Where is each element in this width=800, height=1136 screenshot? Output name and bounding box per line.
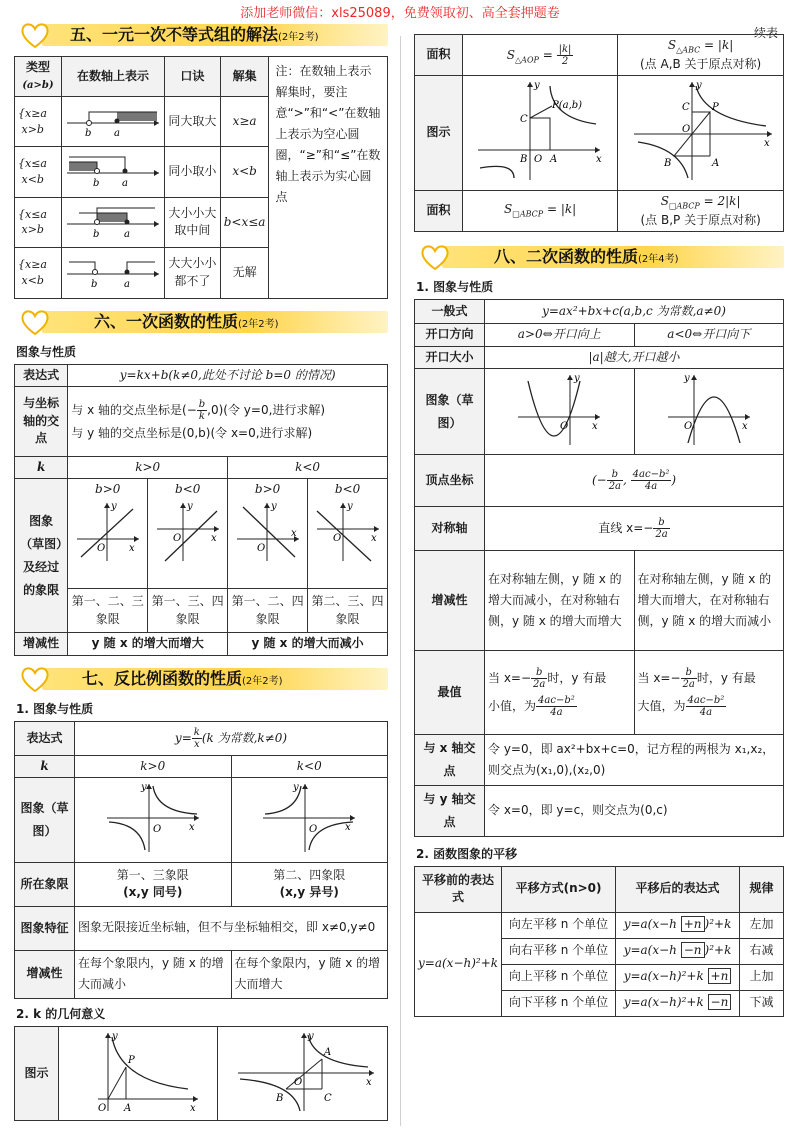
type-header: 类型 (a>b) — [15, 57, 62, 97]
svg-text:P(a,b): P(a,b) — [552, 100, 583, 112]
section-5-tag: (2年2考) — [278, 32, 319, 43]
inequality-table — [14, 56, 388, 299]
svg-text:O: O — [96, 542, 105, 554]
parabola-down — [664, 371, 754, 447]
k-negative: k<0 — [228, 456, 388, 478]
svg-text:y: y — [695, 80, 702, 92]
line-graph-1 — [73, 499, 143, 563]
svg-text:A: A — [124, 1102, 132, 1113]
section-5-heading: 五、一元一次不等式组的解法 — [70, 25, 279, 44]
svg-text:y: y — [346, 500, 353, 512]
section-6-heading: 六、一次函数的性质 — [94, 311, 239, 331]
svg-text:a: a — [123, 279, 130, 291]
intercept-label: 与坐标轴的交点 — [15, 386, 68, 456]
shift-law: 右减 — [740, 938, 784, 964]
open-neg: a<0⇔开口向下 — [634, 324, 784, 346]
area-abc: $S_{\triangle ABC} = |k|$ (点 A,B 关于原点对称) — [618, 35, 784, 76]
quad-neg-sign: (x,y 异号) — [279, 885, 339, 900]
svg-text:O: O — [152, 824, 161, 836]
k-label: k — [15, 456, 68, 478]
shift-table — [414, 866, 784, 1017]
column-divider — [400, 36, 401, 1126]
solution-cell: 无解 — [220, 248, 269, 298]
solution-header: 解集 — [220, 57, 269, 97]
area-rect: $S_{□ABCP} = |k|$ — [463, 190, 618, 231]
svg-text:b: b — [92, 178, 100, 190]
watermark-text: 添加老师微信：xls25089，免费领取初、高全套押题卷 — [240, 6, 560, 21]
svg-text:b: b — [84, 128, 92, 139]
hyperbola-positive — [103, 780, 203, 854]
svg-text:x: x — [188, 822, 195, 834]
table-row: {x≤a x>b b a 大小小大取中间 b<x≤a — [15, 197, 388, 247]
svg-text:a: a — [121, 178, 128, 190]
svg-text:P: P — [711, 102, 719, 114]
svg-text:y: y — [110, 500, 117, 512]
xint-text: 令 y=0，即 ax²+bx+c=0，记方程的两根为 x₁,x₂，则交点为(x₁,0),(x₂,0) — [485, 735, 784, 786]
mono-label: 增减性 — [415, 551, 485, 651]
shift-after: y=a(x−h)²+k +n — [616, 964, 740, 990]
parabola-up — [514, 371, 604, 447]
svg-text:O: O — [256, 542, 265, 554]
mono-neg: 在每个象限内，y 随 x 的增大而增大 — [231, 950, 388, 998]
shift-law: 下减 — [740, 990, 784, 1016]
shift-way: 向下平移 n 个单位 — [502, 990, 616, 1016]
k-positive: k>0 — [75, 755, 232, 777]
mono-label: 增减性 — [15, 950, 75, 998]
heart-icon — [20, 21, 50, 49]
law-header: 规律 — [740, 866, 784, 912]
hyperbola-negative — [259, 780, 359, 854]
svg-text:O: O — [293, 1076, 302, 1088]
svg-text:B: B — [520, 154, 528, 166]
area-para: $S_{□ABCP} = 2|k|$ (点 B,P 关于原点对称) — [618, 190, 784, 231]
number-line-2 — [65, 149, 161, 189]
shift-after: y=a(x−h)²+k −n — [616, 990, 740, 1016]
k-fig-aop — [68, 1029, 208, 1113]
solution-cell: b<x≤a — [220, 197, 269, 247]
solution-cell: x<b — [220, 147, 269, 197]
svg-text:y: y — [683, 372, 690, 384]
axis-value: 直线 x=− $\frac{b}{2a}$ — [485, 507, 784, 551]
inequality-note: 注：在数轴上表示解集时，要注意“>”和“<”在数轴上表示为空心圆圈，“≥”和“≤”在数轴上表示为实心圆点 — [269, 57, 388, 299]
quadrant-cell: 第一、三、四象限 — [148, 589, 228, 633]
rule-cell: 大小小大取中间 — [164, 197, 220, 247]
svg-text:P: P — [128, 1054, 135, 1066]
area-aop: $S_{\triangle AOP}$ = $\frac{|k|}{2}$ — [463, 35, 618, 76]
mono-pos: y 随 x 的增大而增大 — [68, 633, 228, 655]
open-label: 开口方向 — [415, 324, 485, 346]
number-line-4 — [65, 250, 161, 290]
xint-label: 与 x 轴交点 — [415, 735, 485, 786]
shift-after: y=a(x−h +n )²+k — [616, 912, 740, 938]
section-6-tag: (2年2考) — [238, 318, 279, 330]
heart-icon — [20, 665, 50, 693]
section-7-subhead: 1. 图象与性质 — [16, 701, 94, 716]
general-label: 一般式 — [415, 300, 485, 324]
k-fig-rect — [470, 78, 610, 182]
k-meaning-subhead: 2. k 的几何意义 — [16, 1006, 106, 1021]
svg-text:O: O — [332, 532, 341, 544]
svg-text:x: x — [370, 532, 377, 544]
area-label: 面积 — [415, 190, 463, 231]
svg-text:O: O — [683, 420, 692, 432]
svg-text:B: B — [275, 1092, 283, 1104]
svg-text:y: y — [293, 782, 299, 794]
svg-text:y: y — [186, 500, 193, 512]
quad-pos-sign: (x,y 同号) — [123, 885, 183, 900]
svg-text:B: B — [663, 158, 671, 170]
svg-text:b: b — [90, 279, 98, 291]
quadrant-cell: 第一、二、三象限 — [68, 589, 148, 633]
svg-text:a: a — [113, 128, 120, 139]
feature-label: 图象特征 — [15, 906, 75, 950]
fig-label: 图示 — [15, 1026, 59, 1120]
mono-neg: 在对称轴左侧，y 随 x 的增大而增大，在对称轴右侧，y 随 x 的增大而减小 — [634, 551, 784, 651]
fig-label: 图示 — [415, 76, 463, 190]
quadrant-cell: 第二、三、四象限 — [308, 589, 388, 633]
k-negative: k<0 — [231, 755, 388, 777]
quadratic-table — [414, 299, 784, 836]
mono-pos: 在对称轴左侧，y 随 x 的增大而减小，在对称轴右侧，y 随 x 的增大而增大 — [485, 551, 635, 651]
svg-text:O: O — [534, 154, 543, 166]
rule-cell: 同小取小 — [164, 147, 220, 197]
svg-text:x: x — [128, 542, 135, 554]
svg-text:A: A — [323, 1046, 331, 1058]
right-column — [414, 34, 784, 1017]
shift-law: 上加 — [740, 964, 784, 990]
section-8-subhead: 1. 图象与性质 — [416, 280, 494, 295]
svg-text:O: O — [98, 1102, 107, 1113]
axis-header: 在数轴上表示 — [61, 57, 164, 97]
mono-pos: 在每个象限内，y 随 x 的增大而减小 — [75, 950, 232, 998]
svg-text:x: x — [592, 420, 598, 432]
svg-text:O: O — [681, 124, 690, 136]
section-7-title — [14, 664, 388, 694]
svg-text:y: y — [140, 782, 147, 794]
area-label: 面积 — [415, 35, 463, 76]
svg-text:x: x — [763, 138, 770, 150]
vertex-value: (− $\frac{b}{2a}$ , $\frac{\text{4ac−b²}}{4a}$ ) — [485, 455, 784, 507]
continued-label: 续表 — [753, 26, 778, 40]
inverse-function-table — [14, 721, 388, 999]
section-8-heading: 八、二次函数的性质 — [494, 247, 639, 267]
inverse-expr: y= $\frac{k}{x}$ (k 为常数,k≠0) — [75, 721, 388, 755]
line-graph-3 — [233, 499, 303, 563]
extreme-min: 当 x=− $\frac{b}{2a}$ 时，y 有最 小值，为 $\frac{\text{4ac−b²}}{4a}$ — [485, 651, 635, 735]
svg-text:y: y — [112, 1030, 118, 1042]
section-5-title — [14, 20, 388, 50]
shift-way: 向左平移 n 个单位 — [502, 912, 616, 938]
k-meaning-table — [14, 1026, 388, 1121]
extreme-label: 最值 — [415, 651, 485, 735]
heart-icon — [20, 308, 50, 336]
svg-text:C: C — [681, 102, 690, 114]
svg-text:x: x — [290, 527, 297, 539]
shift-after: y=a(x−h −n )²+k — [616, 938, 740, 964]
vertex-label: 顶点坐标 — [415, 455, 485, 507]
quad-label: 所在象限 — [15, 862, 75, 906]
svg-text:A: A — [550, 154, 558, 166]
svg-text:O: O — [172, 532, 181, 544]
svg-text:C: C — [520, 114, 528, 126]
section-8-title — [414, 242, 784, 272]
open-pos: a>0⇔开口向上 — [485, 324, 635, 346]
svg-text:y: y — [574, 372, 580, 384]
svg-text:O: O — [560, 420, 569, 432]
svg-text:y: y — [307, 1030, 314, 1042]
size-label: 开口大小 — [415, 346, 485, 368]
yint-text: 令 x=0，即 y=c，则交点为(0,c) — [485, 785, 784, 836]
rule-header: 口诀 — [164, 57, 220, 97]
line-graph-2 — [153, 499, 223, 563]
mono-neg: y 随 x 的增大而减小 — [228, 633, 388, 655]
section-8-tag: (2年4考) — [638, 254, 679, 266]
rule-cell: 同大取大 — [164, 97, 220, 147]
expr-label: 表达式 — [15, 364, 68, 386]
shift-before: y=a(x−h)²+k — [415, 912, 502, 1016]
linear-expr: y=kx+b(k≠0,此处不讨论 b=0 的情况) — [68, 364, 388, 386]
rule-cell: 大大小小都不了 — [164, 248, 220, 298]
solution-cell: x≥a — [220, 97, 269, 147]
general-form: y=ax²+bx+c(a,b,c 为常数,a≠0) — [485, 300, 784, 324]
way-header: 平移方式(n>0) — [502, 866, 616, 912]
feature-text: 图象无限接近坐标轴，但不与坐标轴相交，即 x≠0,y≠0 — [75, 906, 388, 950]
svg-text:x: x — [345, 822, 351, 834]
quad-pos: 第一、三象限 — [116, 867, 189, 882]
table-row: {x≥a x>b b a 同大取大 x≥a — [15, 97, 388, 147]
svg-text:x: x — [190, 1102, 196, 1113]
b-case: b>0 — [95, 482, 121, 497]
k-positive: k>0 — [68, 456, 228, 478]
quad-neg: 第二、四象限 — [273, 867, 346, 882]
axis-label: 对称轴 — [415, 507, 485, 551]
k-label: k — [15, 755, 75, 777]
svg-text:a: a — [123, 228, 130, 240]
b-case: b>0 — [254, 482, 281, 497]
graph-label: 图象（草图）及经过的象限 — [15, 479, 68, 633]
k-fig-para — [626, 78, 776, 182]
svg-text:x: x — [365, 1076, 372, 1088]
quadrant-cell: 第一、二、四象限 — [228, 589, 308, 633]
b-case: b<0 — [174, 482, 201, 497]
svg-text:y: y — [270, 500, 277, 512]
extreme-max: 当 x=− $\frac{b}{2a}$ 时，y 有最 大值，为 $\frac{\text{4ac−b²}}{4a}$ — [634, 651, 784, 735]
yint-label: 与 y 轴交点 — [415, 785, 485, 836]
after-header: 平移后的表达式 — [616, 866, 740, 912]
shift-way: 向右平移 n 个单位 — [502, 938, 616, 964]
graph-label: 图象（草图） — [15, 778, 75, 862]
table-row — [415, 912, 784, 938]
shift-way: 向上平移 n 个单位 — [502, 964, 616, 990]
svg-text:O: O — [309, 824, 318, 836]
left-column — [14, 20, 388, 1121]
b-case: b<0 — [334, 482, 361, 497]
line-graph-4 — [313, 499, 383, 563]
svg-text:C: C — [323, 1092, 332, 1104]
section-7-tag: (2年2考) — [242, 675, 283, 687]
k-meaning-continued-table — [414, 34, 784, 232]
linear-function-table — [14, 364, 388, 656]
x-intercept: 与 x 轴的交点坐标是(− $\frac{b}{k}$ ,0)(令 y=0,进行求解) — [71, 398, 326, 422]
svg-text:y: y — [534, 80, 540, 92]
number-line-3 — [65, 200, 161, 240]
mono-label: 增减性 — [15, 633, 68, 655]
k-fig-abc — [228, 1029, 378, 1113]
shift-law: 左加 — [740, 912, 784, 938]
svg-text:x: x — [210, 532, 217, 544]
svg-text:x: x — [596, 154, 602, 166]
y-intercept: 与 y 轴的交点坐标是(0,b)(令 x=0,进行求解) — [71, 425, 313, 440]
shift-subhead: 2. 函数图象的平移 — [416, 846, 518, 861]
before-header: 平移前的表达式 — [415, 866, 502, 912]
section-7-heading: 七、反比例函数的性质 — [82, 668, 243, 688]
graph-label: 图象（草图） — [415, 368, 485, 454]
svg-text:b: b — [92, 228, 100, 240]
table-row: {x≥a x<b b a 大大小小都不了 无解 — [15, 248, 388, 298]
section-6-title — [14, 307, 388, 337]
heart-icon — [420, 243, 450, 271]
table-row: {x≤a x<b b a 同小取小 x<b — [15, 147, 388, 197]
svg-text:A: A — [711, 158, 719, 170]
size-text: |a|越大,开口越小 — [485, 346, 784, 368]
expr-label: 表达式 — [15, 721, 75, 755]
number-line-1 — [65, 99, 161, 139]
svg-text:x: x — [741, 420, 748, 432]
section-6-subhead: 图象与性质 — [16, 344, 77, 359]
